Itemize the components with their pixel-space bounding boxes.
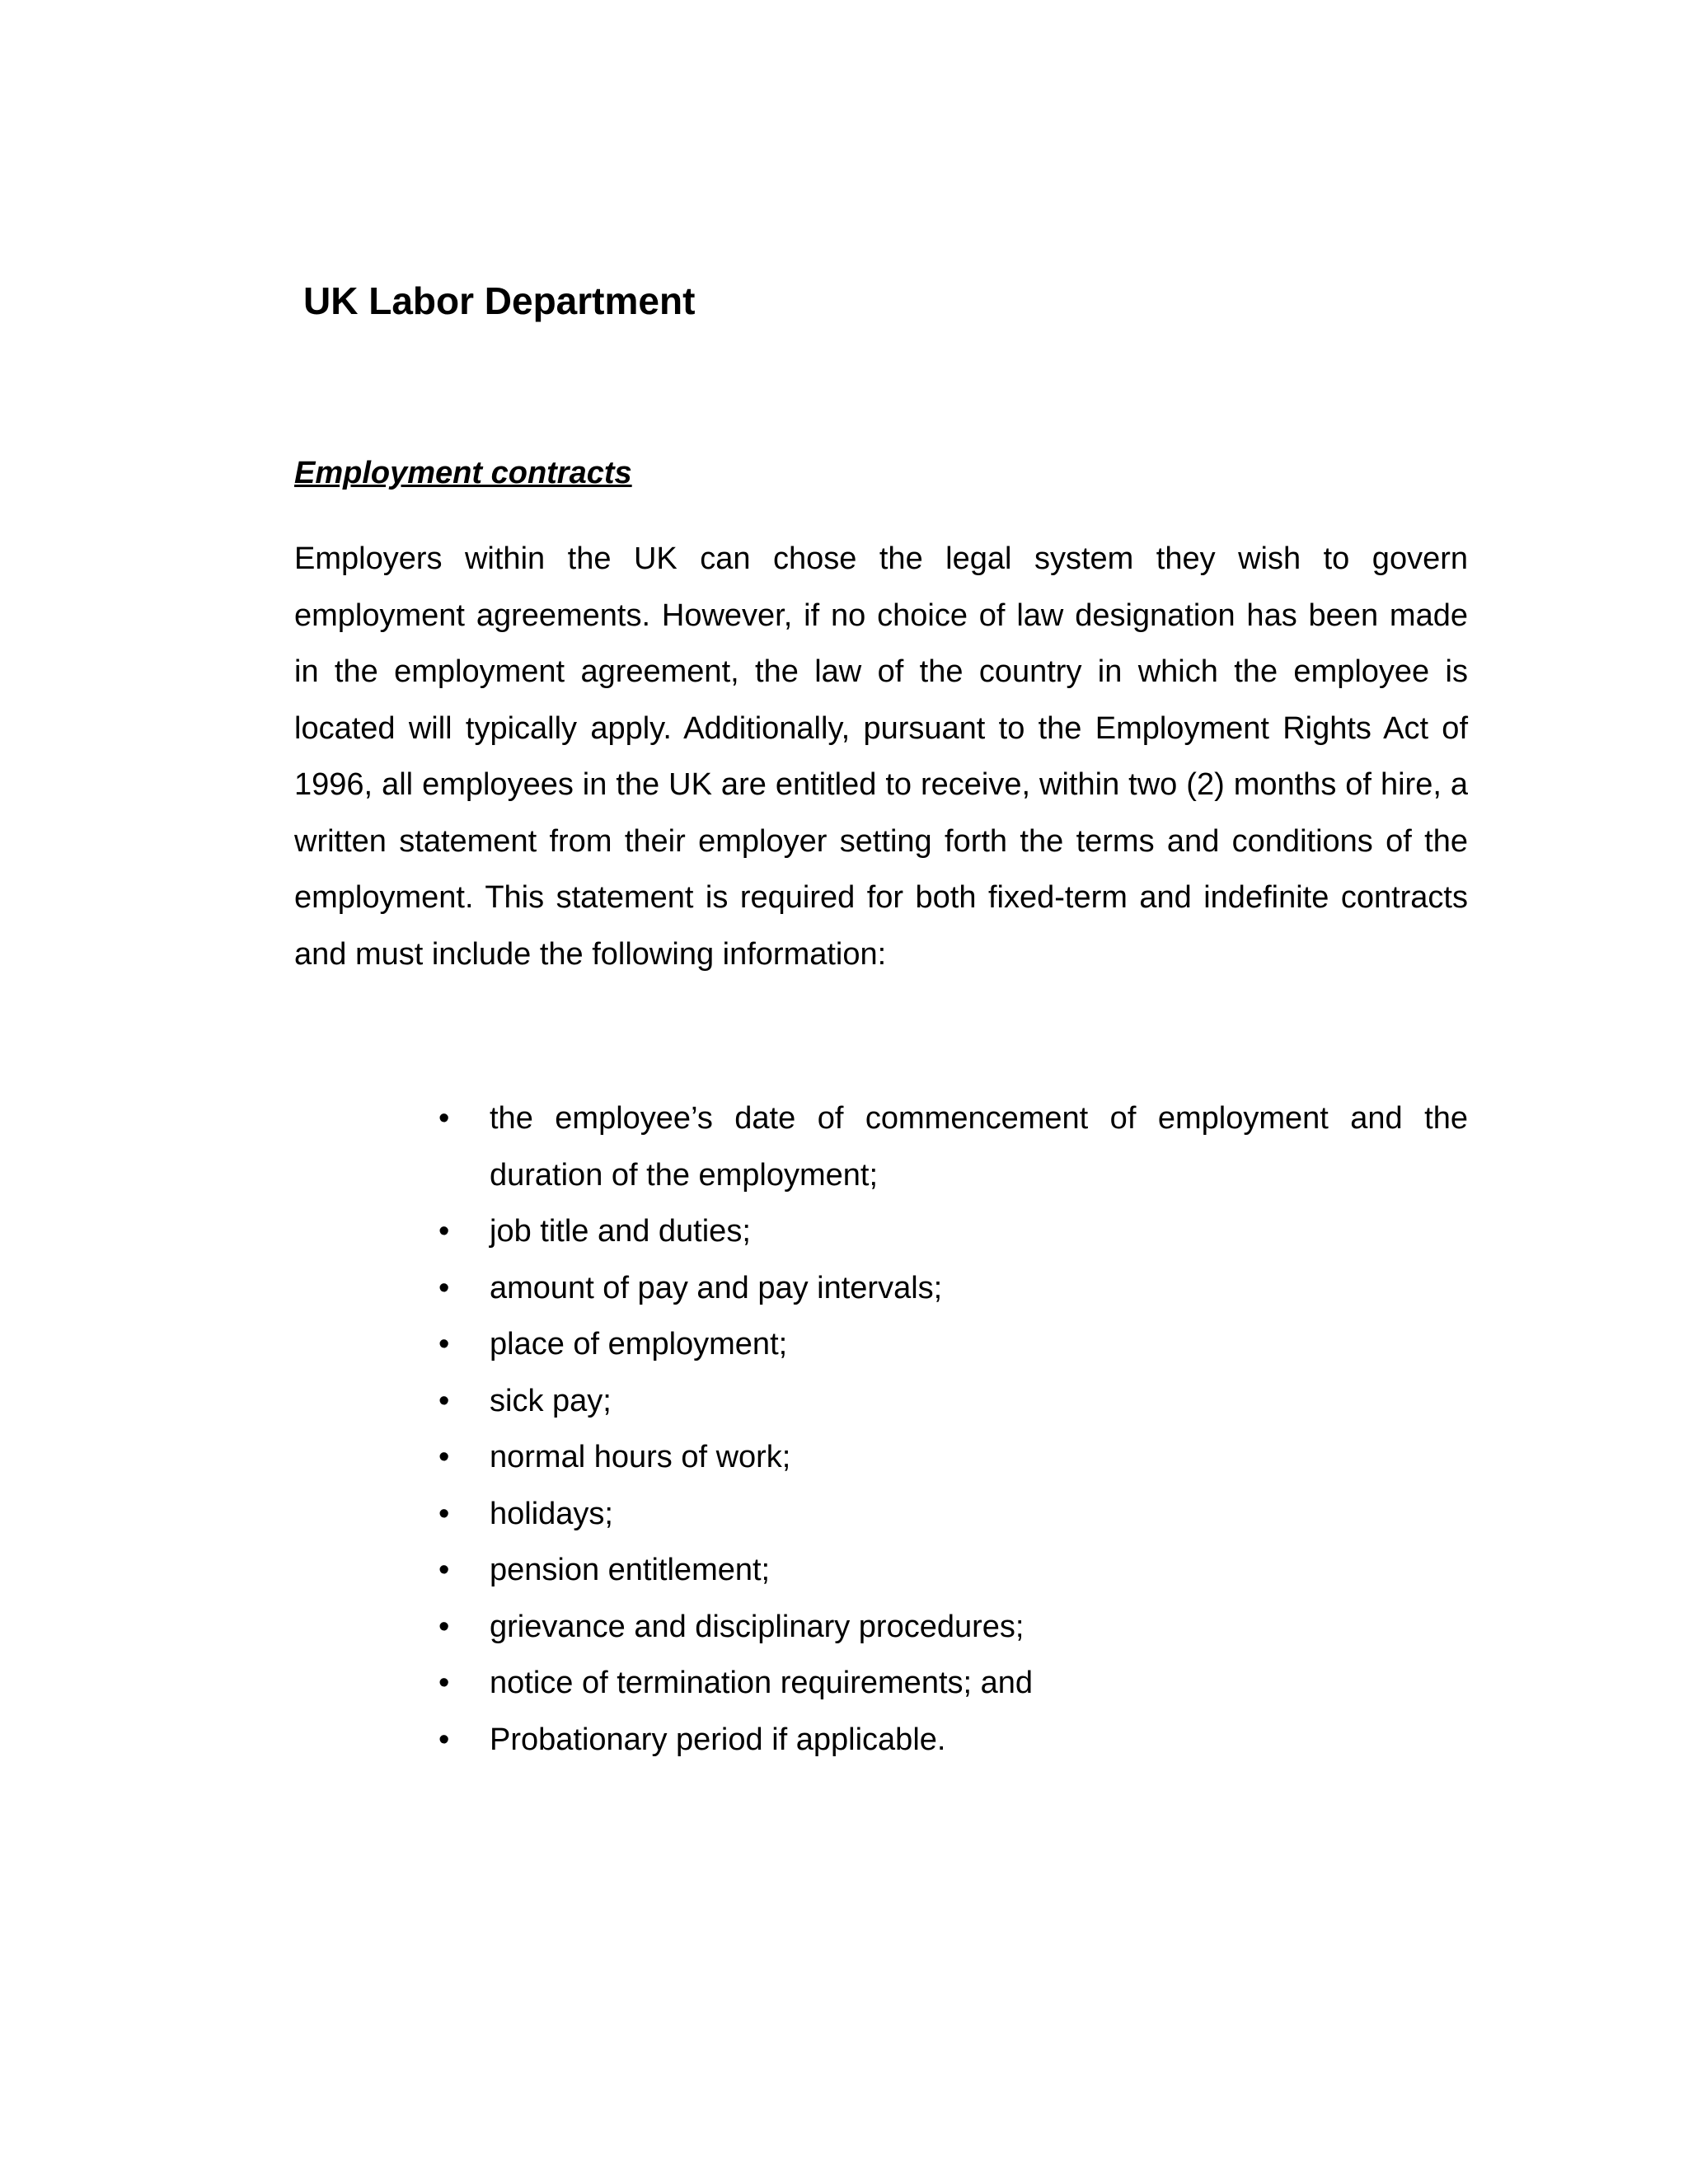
list-item — [294, 1655, 1468, 1712]
bullet-icon: • — [438, 1609, 450, 1644]
list-item — [294, 1260, 1468, 1317]
list-item-text: sick pay; — [490, 1383, 612, 1418]
list-item-text: Probationary period if applicable. — [490, 1722, 946, 1757]
list-item-text: holidays; — [490, 1496, 613, 1531]
list-item — [294, 1712, 1468, 1769]
bullet-icon: • — [438, 1327, 450, 1361]
list-item — [294, 1203, 1468, 1260]
list-item-text: the employee’s date of commencement of employment and the duration of the employment; — [490, 1101, 1468, 1193]
list-item-text: normal hours of work; — [490, 1440, 791, 1474]
bullet-icon: • — [438, 1496, 450, 1531]
list-item — [294, 1090, 1468, 1203]
document-title: UK Labor Department — [303, 279, 696, 322]
list-item — [294, 1316, 1468, 1373]
requirements-list — [294, 1090, 1468, 1768]
list-item-text: place of employment; — [490, 1327, 788, 1361]
list-item-text: pension entitlement; — [490, 1553, 771, 1587]
list-item-text: notice of termination requirements; and — [490, 1666, 1034, 1700]
list-item-text: job title and duties; — [490, 1214, 751, 1249]
bullet-icon: • — [438, 1722, 450, 1757]
list-item — [294, 1486, 1468, 1543]
list-item — [294, 1373, 1468, 1430]
list-item — [294, 1429, 1468, 1486]
list-item-text: grievance and disciplinary procedures; — [490, 1609, 1025, 1644]
bullet-icon: • — [438, 1270, 450, 1305]
list-item — [294, 1599, 1468, 1656]
body-paragraph: Employers within the UK can chose the legal system they wish to govern employment agreements. However, if no choice of law designation has been made in the employment agreement, the law of the country in which the employee is located will typically apply. Additionally, pursuant to the Employment Rights Act of 1996, all employees in the UK are entitled to receive, within two (2) months of hire, a written statement from their employer setting forth the terms and conditions of the employment. This statement is required for both fixed-term and indefinite contracts and must include the following information: — [294, 541, 1468, 972]
bullet-icon: • — [438, 1666, 450, 1700]
section-heading: Employment contracts — [294, 456, 632, 490]
bullet-icon: • — [438, 1553, 450, 1587]
list-item-text: amount of pay and pay intervals; — [490, 1270, 943, 1305]
bullet-icon: • — [438, 1214, 450, 1249]
bullet-icon: • — [438, 1440, 450, 1474]
list-item — [294, 1542, 1468, 1599]
bullet-icon: • — [438, 1383, 450, 1418]
bullet-icon: • — [438, 1101, 450, 1136]
